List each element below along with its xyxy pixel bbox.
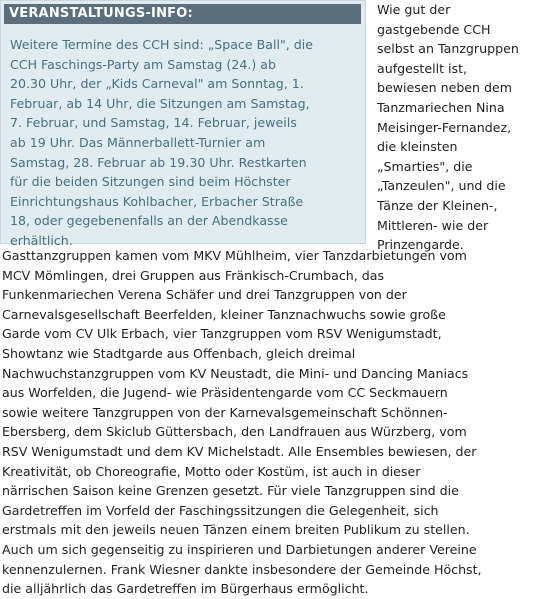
event-info-title: VERANSTALTUNGS-INFO: — [4, 4, 361, 24]
event-info-text: Weitere Termine des CCH sind: „Space Ball", die CCH Faschings-Party am Samstag (24.) ab 20.30 Uhr, der „Kids Carneval" am Sonntag, 1. Februar, ab 14 Uhr, die Sitzungen am Samstag, 7. Februar, und Samstag, 14. Februar, jeweils ab 19 Uhr. Das Männerballett-Turnier am Samstag, 28. Februar ab 19.30 Uhr. Restkarten für die beiden Sitzungen sind beim Höchster Einrichtungshaus Kohlbacher, Erbacher Straße 18, oder gegebenenfalls an der Abendkasse erhältlich. — [10, 37, 314, 248]
article-body-text: Gasttanzgruppen kamen vom MKV Mühlheim, vier Tanzdarbietungen vom MCV Mömlingen, drei Gruppen aus Fränkisch-Crumbach, das Funkenmariechen Verena Schäfer und drei Tanzgruppen von der Carnevalsgesellschaft Beerfelden, kleiner Tanznachwuchs sowie große Garde vom CV Ulk Erbach, vier Tanzgruppen vom RSV Wenigumstadt, Showtanz wie Stadtgarde aus Offenbach, gleich dreimal Nachwuchstanzgruppen vom KV Neustadt, die Mini- und Dancing Maniacs aus Worfelden, die Jugend- wie Präsidentengarde vom CC Seckmauern sowie weitere Tanzgruppen von der Karnevalsgemeinschaft Schönnen- Ebersberg, dem Skiclub Güttersbach, den Landfrauen aus Würzberg, vom RSV Wenigumstadt und dem KV Michelstadt. Alle Ensembles bewiesen, der Kreativität, ob Choreografie, Motto oder Kostüm, ist auch in dieser närrischen Saison keine Grenzen gesetzt. Für viele Tanzgruppen sind die Gardetreffen im Vorfeld der Faschingssitzungen die Gelegenheit, sich erstmals mit den jeweils neuen Tänzen einem breiten Publikum zu stellen. Auch um sich gegenseitig zu inspirieren und Darbietungen anderer Vereine kennenzulernen. Frank Wiesner dankte insbesondere der Gemeinde Höchst, die alljährlich das Gardetreffen im Bürgerhaus ermöglicht. — [2, 248, 482, 597]
event-info-box — [0, 0, 366, 248]
article-intro-column: Wie gut der gastgebende CCH selbst an Tanzgruppen aufgestellt ist, bewiesen neben dem Tanzmariechen Nina Meisinger-Fernandez, die kleinsten „Smarties", die „Tanzeulen", und die Tänze der Kleinen-, Mittleren- wie der Prinzengarde. — [377, 2, 519, 253]
